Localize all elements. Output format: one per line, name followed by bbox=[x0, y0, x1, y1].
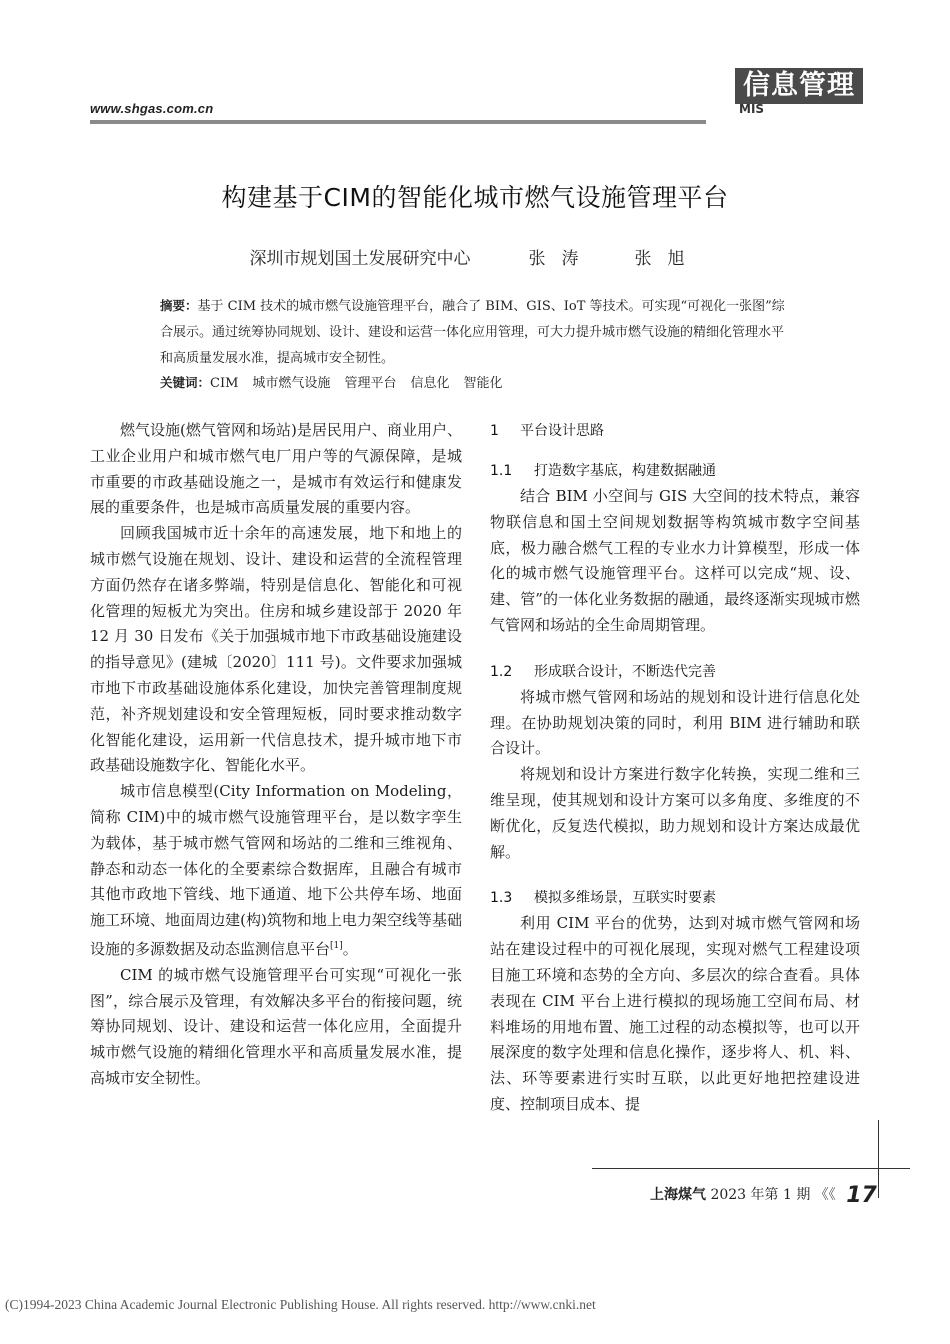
section-heading bbox=[490, 418, 860, 444]
subsection-title: 模拟多维场景，互联实时要素 bbox=[534, 890, 716, 907]
citation-ref: [1] bbox=[330, 940, 343, 951]
subsection-heading bbox=[490, 458, 860, 484]
paragraph: CIM 的城市燃气设施管理平台可实现“可视化一张图”，综合展示及管理，有效解决多平台的衔接问题，统筹协同规划、设计、建设和运营一体化应用，全面提升城市燃气设施的精细化管理水平和高质量发展水准，提高城市安全韧性。 bbox=[90, 965, 462, 1087]
keyword: CIM bbox=[210, 376, 239, 391]
paragraph: 将规划和设计方案进行数字化转换，实现二维和三维呈现，使其规划和设计方案可以多角度、多维度的不断优化，反复迭代模拟，助力规划和设计方案达成最优解。 bbox=[490, 765, 860, 861]
right-column bbox=[490, 418, 860, 1118]
author-1: 张涛 bbox=[528, 249, 595, 269]
author-line bbox=[0, 244, 950, 269]
article-title: 构建基于CIM的智能化城市燃气设施管理平台 bbox=[221, 183, 729, 212]
header-rule bbox=[90, 120, 706, 124]
subsection-heading bbox=[490, 659, 860, 685]
organization: 深圳市规划国土发展研究中心 bbox=[249, 249, 471, 269]
paragraph-text: 城市信息模型(City Information on Modeling，简称 CIM)中的城市燃气设施管理平台，是以数字孪生为载体，基于城市燃气管网和场站的二维和三维视角、静态和动态一体化的全要素综合数据库，且融合有城市其他市政地下管线、地下通道、地下公共停车场、地面施工环境、地面周边建(构)筑物和地上电力架空线等基础设施的多源数据及动态监测信息平台 bbox=[90, 782, 462, 958]
paragraph: 结合 BIM 小空间与 GIS 大空间的技术特点，兼容物联信息和国土空间规划数据等构筑城市数字空间基底，极力融合燃气工程的专业水力计算模型，形成一体化的城市燃气设施管理平台。这样可以完成“规、设、建、管”的一体化业务数据的融通，最终逐渐实现城市燃气管网和场站的全生命周期管理。 bbox=[490, 487, 860, 634]
logo-sub-text: MIS bbox=[739, 102, 765, 116]
abstract bbox=[160, 293, 796, 372]
subsection-title: 形成联合设计，不断迭代完善 bbox=[534, 663, 716, 680]
paragraph: 利用 CIM 平台的优势，达到对城市燃气管网和场站在建设过程中的可视化展现，实现对燃气工程建设项目施工环境和态势的全方向、多层次的综合查看。具体表现在 CIM 平台上进行模拟的现场施工空间布局、材料堆场的用地布置、施工过程的动态模拟等，也可以开展深度的数字处理和信息化操作，逐步将人、机、料、法、环等要素进行实时互联，以此更好地把控建设进度、控制项目成本、提 bbox=[490, 914, 860, 1113]
paragraph bbox=[90, 779, 462, 963]
section-number: 1 bbox=[490, 423, 499, 439]
keyword: 智能化 bbox=[463, 376, 503, 391]
subsection-heading bbox=[490, 885, 860, 911]
author-2: 张旭 bbox=[634, 249, 701, 269]
paragraph: 回顾我国城市近十余年的高速发展，地下和地上的城市燃气设施在规划、设计、建设和运营的全流程管理方面仍然存在诸多弊端，特别是信息化、智能化和可视化管理的短板尤为突出。住房和城乡建设部于 2020 年 12 月 30 日发布《关于加强城市地下市政基础设施建设的指导意见》(建城〔2020〕111 号)。文件要求加强城市地下市政基础设施体系化建设，加快完善管理制度规范，补齐规划建设和安全管理短板，同时要求推动数字化智能化建设，运用新一代信息技术，提升城市地下市政基础设施数字化、智能化水平。 bbox=[90, 524, 462, 775]
keyword: 信息化 bbox=[410, 376, 450, 391]
subsection-number: 1.1 bbox=[490, 463, 513, 479]
keyword: 城市燃气设施 bbox=[252, 376, 331, 391]
journal-name: 上海煤气 bbox=[650, 1187, 706, 1203]
footer-rule bbox=[592, 1168, 910, 1169]
page-footer bbox=[650, 1180, 877, 1208]
keyword: 管理平台 bbox=[344, 376, 397, 391]
paragraph: 将城市燃气管网和场站的规划和设计进行信息化处理。在协助规划决策的同时，利用 BIM 进行辅助和联合设计。 bbox=[490, 687, 860, 758]
page-number: 17 bbox=[846, 1183, 877, 1208]
keywords bbox=[160, 372, 516, 391]
subsection-title: 打造数字基底，构建数据融通 bbox=[534, 463, 716, 479]
left-column bbox=[90, 418, 462, 1092]
website-url: www.shgas.com.cn bbox=[90, 101, 214, 116]
footer-arrows: 《《 bbox=[814, 1187, 836, 1203]
abstract-text: 基于 CIM 技术的城市燃气设施管理平台，融合了 BIM、GIS、IoT 等技术。可实现“可视化一张图”综合展示。通过统筹协同规划、设计、建设和运营一体化应用管理，可大力提升城市燃气设施的精细化管理水平和高质量发展水准，提高城市安全韧性。 bbox=[160, 299, 785, 366]
copyright-notice: (C)1994-2023 China Academic Journal Electronic Publishing House. All rights reserved. http://www.cnki.net bbox=[5, 1297, 596, 1312]
paragraph-end: 。 bbox=[342, 939, 358, 958]
keywords-label: 关键词： bbox=[160, 375, 211, 390]
footer-vertical-rule bbox=[878, 1120, 879, 1198]
subsection-number: 1.2 bbox=[490, 663, 513, 680]
subsection-number: 1.3 bbox=[490, 890, 513, 907]
logo-text: 信息管理 bbox=[735, 68, 863, 104]
paragraph: 燃气设施(燃气管网和场站)是居民用户、商业用户、工业企业用户和城市燃气电厂用户等的气源保障，是城市重要的市政基础设施之一，是城市有效运行和健康发展的重要条件，也是城市高质量发展的重要内容。 bbox=[90, 421, 462, 517]
section-title: 平台设计思路 bbox=[520, 423, 604, 439]
issue-info: 2023 年第 1 期 bbox=[710, 1187, 811, 1203]
abstract-label: 摘要： bbox=[160, 298, 198, 313]
section-logo bbox=[735, 68, 863, 118]
